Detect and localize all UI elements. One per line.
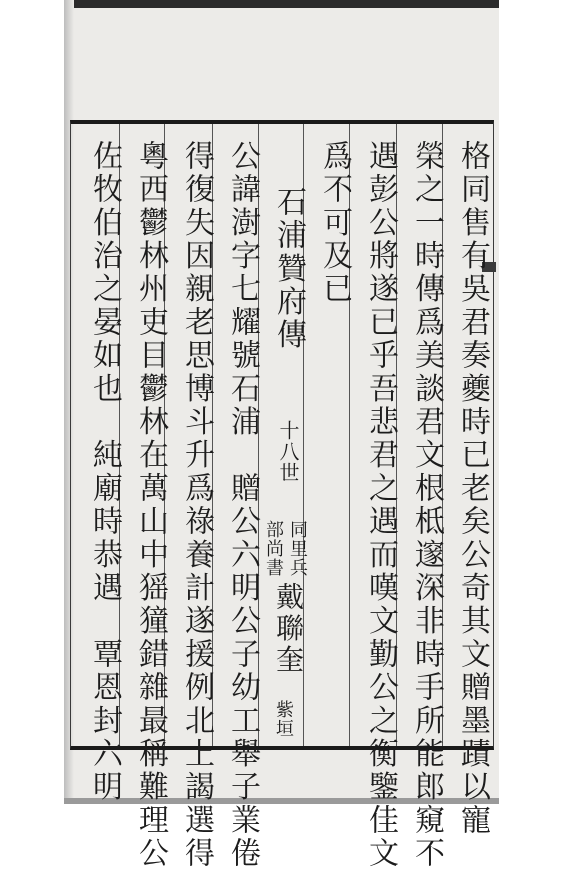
text-column-8: 粵西鬱林州吏目鬱林在萬山中猺獞錯雜最稱難理公 <box>133 140 168 870</box>
author-line-2: 部尚書 <box>263 520 284 577</box>
text-column-6: 公諱澍字七耀號石浦 贈公六明公子幼工舉子業倦 <box>225 140 260 870</box>
text-column-title: 石浦贊府傳 <box>271 186 306 352</box>
text-column-7: 得復失因親老思博斗升爲祿養計遂援例北上謁選得 <box>179 140 214 870</box>
page-top-edge <box>64 0 499 8</box>
generation-note: 十八世 <box>276 420 300 483</box>
text-column-4: 爲不可及已 <box>317 140 352 306</box>
text-column-9: 佐牧伯治之晏如也 純廟時恭遇 覃恩封六明 <box>87 140 122 804</box>
text-column-2: 榮之一時傳爲美談君文根柢邃深非時手所能郎窺不 <box>409 140 444 870</box>
text-column-3: 遇彭公將遂已乎吾悲君之遇而嘆文勤公之衡鑒佳文 <box>363 140 398 870</box>
author-line-1: 同里兵 <box>287 520 308 577</box>
author-style-name: 紫垣 <box>273 700 294 738</box>
author-name: 戴聯奎 <box>272 582 305 676</box>
text-column-1: 格同售有吳君奏夔時已老矣公奇其文贈墨蹟以寵 <box>455 140 490 838</box>
